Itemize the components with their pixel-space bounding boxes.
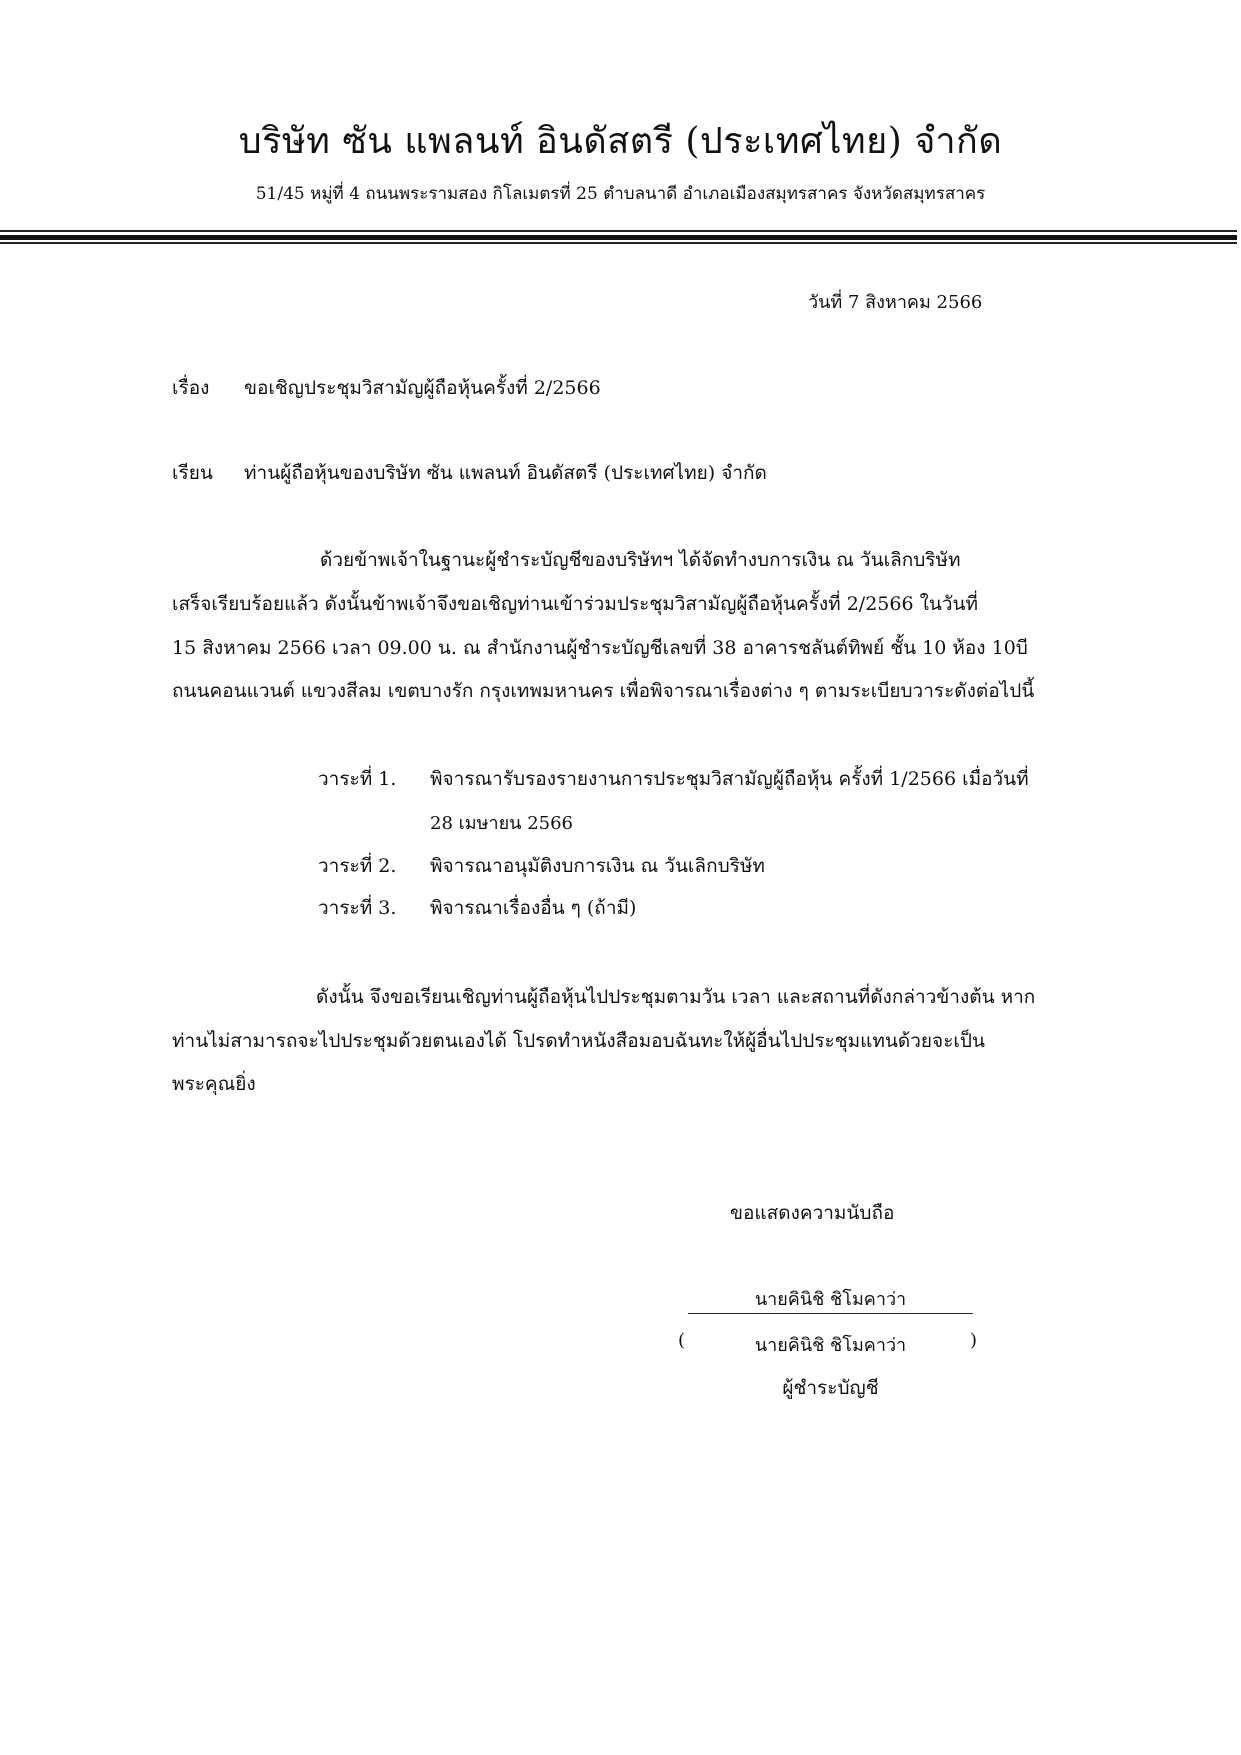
agenda-2-label: วาระที่ 2.: [318, 855, 397, 877]
header-divider: [0, 230, 1237, 244]
paragraph2-line: ท่านไม่สามารถจะไปประชุมด้วยตนเองได้ โปรดทำหนังสือมอบฉันทะให้ผู้อื่นไปประชุมแทนด้วยจะเป็น: [172, 1030, 985, 1052]
company-name: บริษัท ซัน แพลนท์ อินดัสตรี (ประเทศไทย) จำกัด: [238, 121, 1003, 162]
company-address: 51/45 หมู่ที่ 4 ถนนพระรามสอง กิโลเมตรที่ 25 ตำบลนาดี อำเภอเมืองสมุทรสาคร จังหวัดสมุทรสาคร: [255, 184, 986, 204]
paragraph1-line: 15 สิงหาคม 2566 เวลา 09.00 น. ณ สำนักงานผู้ชำระบัญชีเลขที่ 38 อาคารชลันต์ทิพย์ ชั้น 10 ห้อง 10บี: [172, 637, 1028, 659]
printed-name: นายคินิชิ ชิโมคาว่า: [754, 1335, 907, 1356]
agenda-1-label: วาระที่ 1.: [318, 768, 397, 790]
agenda-1-text: พิจารณารับรองรายงานการประชุมวิสามัญผู้ถือหุ้น ครั้งที่ 1/2566 เมื่อวันที่: [430, 768, 1029, 790]
agenda-2-text: พิจารณาอนุมัติงบการเงิน ณ วันเลิกบริษัท: [430, 855, 765, 877]
agenda-1-text-continued: 28 เมษายน 2566: [430, 813, 573, 834]
letter-date: วันที่ 7 สิงหาคม 2566: [808, 292, 983, 313]
subject-text: ขอเชิญประชุมวิสามัญผู้ถือหุ้นครั้งที่ 2/2566: [244, 377, 601, 399]
paragraph2-line: พระคุณยิ่ง: [172, 1073, 256, 1095]
closing-text: ขอแสดงความนับถือ: [730, 1202, 895, 1224]
open-parenthesis: (: [678, 1330, 686, 1351]
close-parenthesis: ): [970, 1330, 978, 1351]
recipient-label: เรียน: [172, 462, 213, 484]
agenda-3-text: พิจารณาเรื่องอื่น ๆ (ถ้ามี): [430, 897, 637, 919]
paragraph1-line: ถนนคอนแวนต์ แขวงสีลม เขตบางรัก กรุงเทพมหานคร เพื่อพิจารณาเรื่องต่าง ๆ ตามระเบียบวาระดังต่อไปนี้: [172, 680, 1035, 702]
recipient-text: ท่านผู้ถือหุ้นของบริษัท ซัน แพลนท์ อินดัสตรี (ประเทศไทย) จำกัด: [244, 462, 767, 484]
paragraph1-line: ด้วยข้าพเจ้าในฐานะผู้ชำระบัญชีของบริษัทฯ ได้จัดทำงบการเงิน ณ วันเลิกบริษัท: [320, 549, 961, 571]
subject-label: เรื่อง: [172, 377, 210, 399]
paragraph1-line: เสร็จเรียบร้อยแล้ว ดังนั้นข้าพเจ้าจึงขอเชิญท่านเข้าร่วมประชุมวิสามัญผู้ถือหุ้นครั้งที่ 2/2566 ในวันที่: [172, 593, 979, 615]
signature-line: นายคินิชิ ชิโมคาว่า: [688, 1284, 973, 1314]
signer-position: ผู้ชำระบัญชี: [782, 1377, 879, 1399]
paragraph2-line: ดังนั้น จึงขอเรียนเชิญท่านผู้ถือหุ้นไปประชุมตามวัน เวลา และสถานที่ดังกล่าวข้างต้น หาก: [316, 986, 1036, 1008]
agenda-3-label: วาระที่ 3.: [318, 897, 397, 919]
